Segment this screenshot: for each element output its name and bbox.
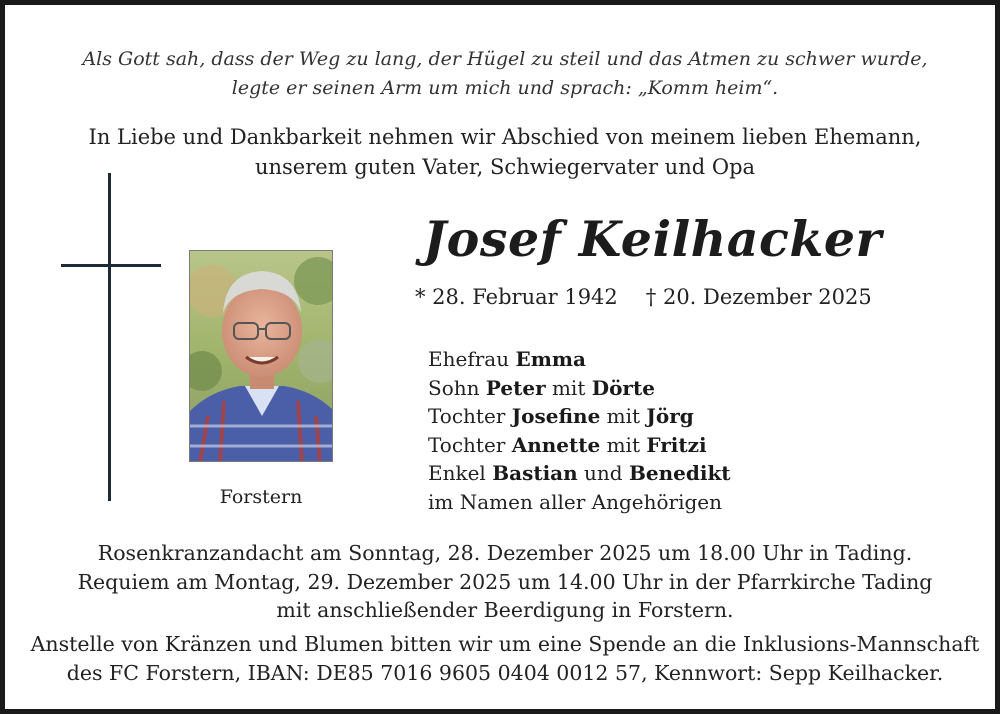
family-connector: mit (551, 375, 586, 400)
family-member-name: Bastian (492, 461, 578, 485)
family-partner-name: Fritzi (646, 432, 707, 457)
family-partner-name: Dörte (591, 375, 655, 400)
life-dates (415, 285, 872, 309)
deceased-name: Josef Keilhacker (423, 210, 882, 268)
donation-block (5, 630, 1000, 688)
intro-line-2: unserem guten Vater, Schwiegervater und Opa (254, 155, 756, 179)
family-connector: mit (606, 432, 640, 457)
family-role: Tochter (428, 432, 506, 457)
family-row (428, 459, 731, 488)
family-partner-name: Benedikt (628, 461, 731, 485)
family-connector: mit (606, 404, 641, 428)
service-block (5, 539, 1000, 625)
birth-date: * 28. Februar 1942 (415, 285, 618, 309)
family-member-name: Peter (485, 375, 546, 400)
portrait-photo (189, 250, 333, 462)
family-row (428, 345, 731, 374)
family-row (428, 488, 731, 517)
cross-icon-vertical (108, 173, 111, 501)
service-line-1: Rosenkranzandacht am Sonntag, 28. Dezember 2025 um 18.00 Uhr in Tading. (97, 541, 913, 565)
family-partner-name: Jörg (646, 404, 694, 428)
family-closing: im Namen aller Angehörigen (428, 489, 723, 514)
intro-line-1: In Liebe und Dankbarkeit nehmen wir Abschied von meinem lieben Ehemann, (88, 125, 922, 149)
service-line-3: mit anschließender Beerdigung in Forstern. (276, 598, 734, 622)
donation-line-1: Anstelle von Kränzen und Blumen bitten wir um eine Spende an die Inklusions-Mannschaft (30, 632, 980, 656)
family-member-name: Emma (515, 347, 586, 371)
intro-block (5, 122, 1000, 182)
family-role: Enkel (428, 461, 486, 485)
family-role: Tochter (428, 404, 506, 428)
family-list (428, 345, 731, 516)
quote-line-2: legte er seinen Arm um mich und sprach: „Komm heim“. (231, 77, 779, 99)
quote-line-1: Als Gott sah, dass der Weg zu lang, der Hügel zu steil und das Atmen zu schwer wurde, (82, 48, 928, 70)
donation-line-2: des FC Forstern, IBAN: DE85 7016 9605 0404 0012 57, Kennwort: Sepp Keilhacker. (66, 661, 944, 685)
family-member-name: Annette (511, 432, 601, 457)
quote-block (5, 45, 1000, 103)
family-connector: und (584, 461, 623, 485)
service-line-2: Requiem am Montag, 29. Dezember 2025 um 14.00 Uhr in der Pfarrkirche Tading (77, 569, 933, 594)
family-member-name: Josefine (511, 404, 601, 428)
family-role: Sohn (428, 375, 480, 400)
family-role: Ehefrau (428, 347, 510, 371)
family-row (428, 431, 731, 460)
family-row (428, 374, 731, 403)
place-label: Forstern (219, 486, 303, 508)
death-date: † 20. Dezember 2025 (645, 285, 872, 309)
family-row (428, 402, 731, 431)
cross-icon-horizontal (61, 264, 161, 267)
